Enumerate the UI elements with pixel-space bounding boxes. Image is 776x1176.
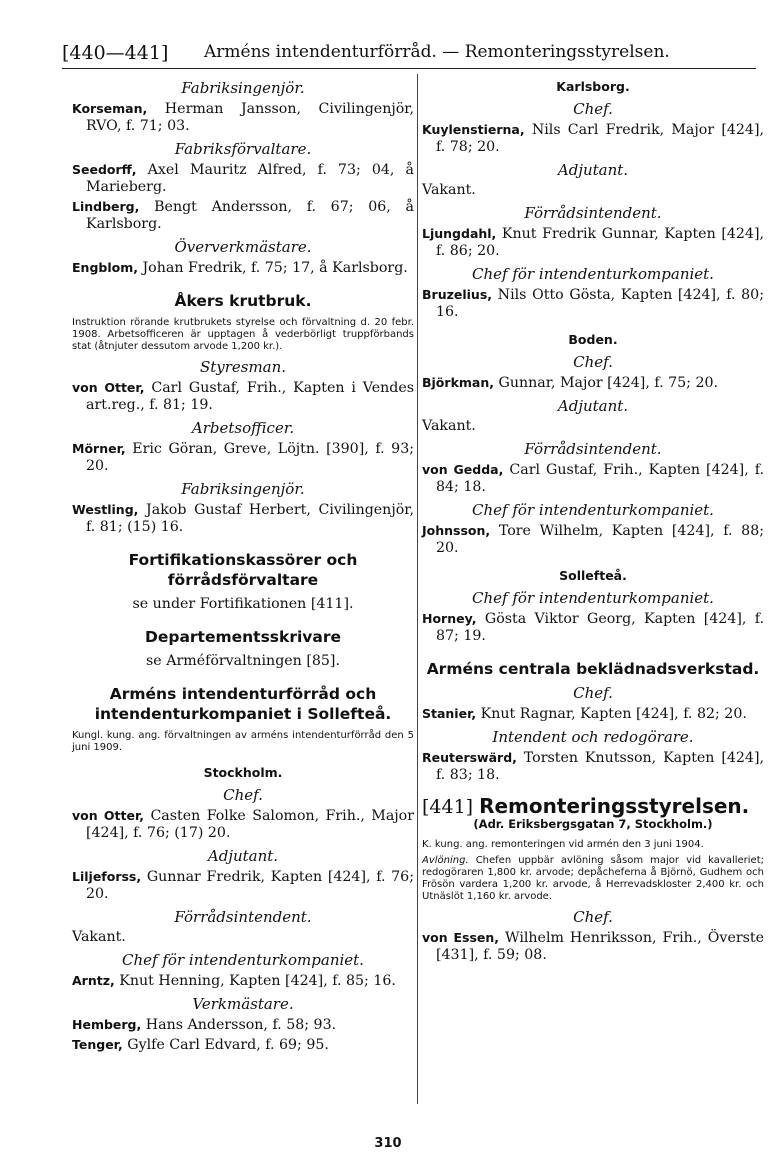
person-name: Bruzelius, [422,287,493,302]
person-entry: Kuylenstierna, Nils Carl Fredrik, Major [424], f. 78; 20. [422,122,764,155]
section-title: Chef för intendenturkompaniet. [472,501,714,519]
running-title: Arméns intendenturförråd. — Remonteringsstyrelsen. [204,42,670,62]
section-title: Adjutant. [207,847,279,865]
person-name: Johnsson, [422,523,491,538]
person-entry: von Otter, Carl Gustaf, Frih., Kapten i Vendes art.reg., f. 81; 19. [72,380,414,413]
person-name: Arntz, [72,973,115,988]
right-column [422,74,764,966]
person-name: Lindberg, [72,199,140,214]
person-entry: Stanier, Knut Ragnar, Kapten [424], f. 82; 20. [422,706,747,722]
person-entry: Lindberg, Bengt Andersson, f. 67; 06, å Karlsborg. [72,199,414,232]
person-name: Horney, [422,611,477,626]
section-heading: Arméns centrala beklädnadsverkstad. [426,660,760,678]
section-heading: Åkers krutbruk. [174,292,312,310]
person-entry: von Gedda, Carl Gustaf, Frih., Kapten [424], f. 84; 18. [422,462,764,495]
note-text: Kungl. kung. ang. förvaltningen av arméns intendenturförråd den 5 juni 1909. [72,730,414,753]
header-rule [62,68,756,69]
section-title: Chef. [573,908,613,926]
section-heading: Departementsskrivare [144,628,342,646]
person-entry: Korseman, Herman Jansson, Civilingenjör, RVO, f. 71; 03. [72,101,414,134]
person-entry: Hemberg, Hans Andersson, f. 58; 93. [72,1017,337,1033]
person-name: Stanier, [422,706,477,721]
person-entry: Mörner, Eric Göran, Greve, Löjtn. [390], f. 93; 20. [72,441,414,474]
vacancy-text: Vakant. [72,929,126,945]
section-heading: Arméns intendenturförråd och intendenturkompaniet i Sollefteå. [94,685,392,723]
person-name: Seedorff, [72,162,137,177]
note-text: Instruktion rörande krutbrukets styrelse och förvaltning d. 20 febr. 1908. Arbetsofficeren är upptagen å vederbörligt truppförbands stat (åtnjuter dessutom arvode 1,200 kr.). [72,317,414,352]
note-text: Avlöning. Chefen uppbär avlöning såsom major vid kavalleriet; redogöraren 1,800 kr. arvode; depåcheferna å Björnö, Gudhem och Frösön vardera 1,200 kr. arvode, å Herrevadskloster 2,400 kr. och Utnäslöt 1,160 kr. arvode. [422,855,764,902]
section-heading [422,794,764,818]
section-title: Förrådsintendent. [174,908,312,926]
column-divider [417,74,418,1104]
person-name: von Gedda, [422,462,504,477]
person-name: Hemberg, [72,1017,142,1032]
person-entry: Björkman, Gunnar, Major [424], f. 75; 20. [422,375,719,391]
section-title: Chef för intendenturkompaniet. [472,589,714,607]
person-entry: von Essen, Wilhelm Henriksson, Frih., Överste [431], f. 59; 08. [422,930,764,963]
person-name: Kuylenstierna, [422,122,525,137]
vacancy-text: Vakant. [422,418,476,434]
person-entry: von Otter, Casten Folke Salomon, Frih., Major [424], f. 76; (17) 20. [72,808,414,841]
note-text: K. kung. ang. remonteringen vid armén den 3 juni 1904. [422,839,704,850]
section-title: Adjutant. [557,161,629,179]
person-name: von Otter, [72,380,145,395]
section-heading: Fortifikationskassörer och förrådsförvaltare [128,551,358,589]
section-number: [441] [422,796,474,818]
person-entry: Tenger, Gylfe Carl Edvard, f. 69; 95. [72,1037,329,1053]
section-title: Fabriksförvaltare. [174,140,312,158]
person-name: Björkman, [422,375,494,390]
person-name: von Otter, [72,808,145,823]
section-title: Fabriksingenjör. [181,79,305,97]
section-title: Arbetsofficer. [191,419,295,437]
page-number: 310 [374,1136,402,1151]
page-range: [440—441] [62,42,169,64]
section-title: Fabriksingenjör. [181,480,305,498]
section-title: Chef. [573,353,613,371]
person-entry: Bruzelius, Nils Otto Gösta, Kapten [424], f. 80; 16. [422,287,764,320]
person-entry: Liljeforss, Gunnar Fredrik, Kapten [424], f. 76; 20. [72,869,414,902]
person-name: Korseman, [72,101,148,116]
person-name: Tenger, [72,1037,123,1052]
person-name: Ljungdahl, [422,226,497,241]
person-entry: Johnsson, Tore Wilhelm, Kapten [424], f. 88; 20. [422,523,764,556]
section-title: Förrådsintendent. [524,204,662,222]
cross-reference: se under Fortifikationen [411]. [132,596,354,612]
vacancy-text: Vakant. [422,182,476,198]
section-title: Öververkmästare. [174,238,312,256]
section-title: Styresman. [199,358,287,376]
place-heading: Stockholm. [203,765,283,780]
person-name: Liljeforss, [72,869,142,884]
place-heading: Sollefteå. [559,568,627,583]
left-column [72,74,414,1056]
section-title: Förrådsintendent. [524,440,662,458]
person-entry: Horney, Gösta Viktor Georg, Kapten [424], f. 87; 19. [422,611,764,644]
section-title: Adjutant. [557,397,629,415]
note-label: Avlöning. [422,855,469,866]
section-title: Chef. [573,100,613,118]
address-line: (Adr. Eriksbergsgatan 7, Stockholm.) [473,817,713,831]
section-title: Verkmästare. [192,995,294,1013]
person-name: Reuterswärd, [422,750,517,765]
person-name: von Essen, [422,930,500,945]
page-header [62,40,756,68]
section-title: Chef. [223,786,263,804]
person-name: Westling, [72,502,139,517]
section-title: Chef för intendenturkompaniet. [472,265,714,283]
person-name: Engblom, [72,260,138,275]
person-entry: Seedorff, Axel Mauritz Alfred, f. 73; 04, å Marieberg. [72,162,414,195]
section-title: Chef. [573,684,613,702]
section-title: Chef för intendenturkompaniet. [122,951,364,969]
person-entry: Engblom, Johan Fredrik, f. 75; 17, å Karlsborg. [72,260,408,276]
person-entry: Ljungdahl, Knut Fredrik Gunnar, Kapten [424], f. 86; 20. [422,226,764,259]
cross-reference: se Arméförvaltningen [85]. [146,653,340,669]
person-entry: Reuterswärd, Torsten Knutsson, Kapten [424], f. 83; 18. [422,750,764,783]
place-heading: Karlsborg. [556,79,630,94]
place-heading: Boden. [568,332,618,347]
person-entry: Arntz, Knut Henning, Kapten [424], f. 85; 16. [72,973,396,989]
person-name: Mörner, [72,441,126,456]
section-heading-text: Remonteringsstyrelsen. [479,794,750,818]
person-entry: Westling, Jakob Gustaf Herbert, Civilingenjör, f. 81; (15) 16. [72,502,414,535]
section-title: Intendent och redogörare. [492,728,694,746]
